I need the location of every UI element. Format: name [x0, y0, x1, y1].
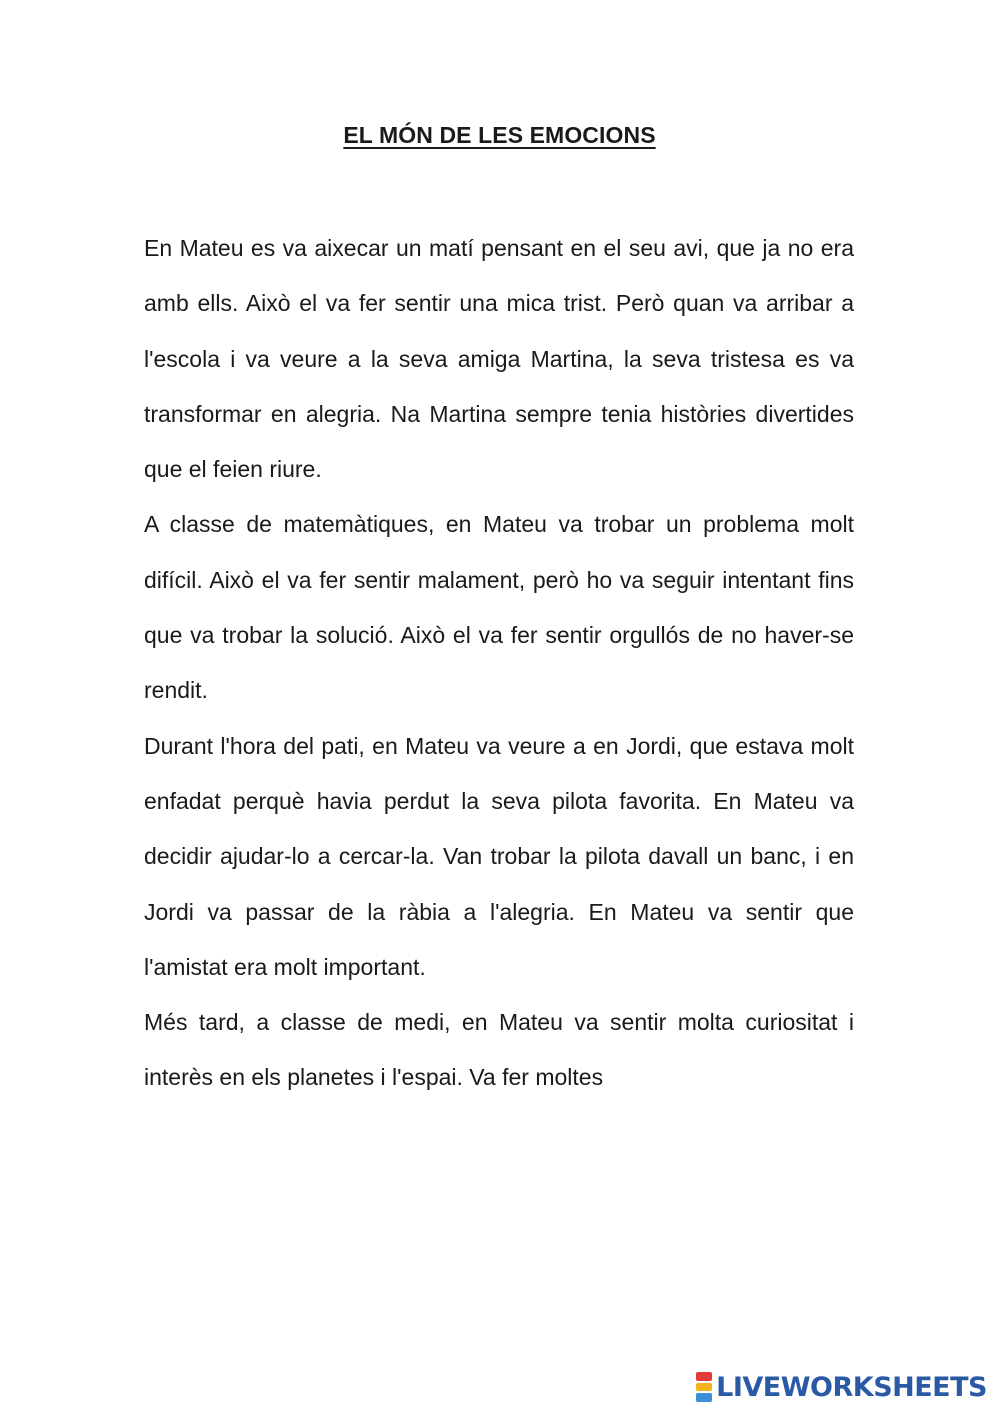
page-title: EL MÓN DE LES EMOCIONS — [343, 122, 656, 148]
liveworksheets-logo-icon — [696, 1372, 712, 1402]
brand-name: LIVEWORKSHEETS — [716, 1371, 987, 1403]
story-paragraph-1: En Mateu es va aixecar un matí pensant en el seu avi, que ja no era amb ells. Això el va fer sentir una mica trist. Però quan va arribar a l'escola i va veure a la seva amiga Martina, la seva tristesa es va transformar en alegria. Na Martina sempre tenia històries divertides que el feien riure. — [144, 235, 854, 483]
story-paragraph-2: A classe de matemàtiques, en Mateu va trobar un problema molt difícil. Això el va fer sentir malament, però ho va seguir intentant fins que va trobar la solució. Això el va fer sentir orgullós de no haver-se rendit. — [144, 511, 854, 704]
story-body — [144, 221, 854, 1106]
story-paragraph-4: Més tard, a classe de medi, en Mateu va sentir molta curiositat i interès en els planetes i l'espai. Va fer moltes — [144, 1009, 854, 1091]
story-paragraph-3: Durant l'hora del pati, en Mateu va veure a en Jordi, que estava molt enfadat perquè havia perdut la seva pilota favorita. En Mateu va decidir ajudar-lo a cercar-la. Van trobar la pilota davall un banc, i en Jordi va passar de la ràbia a l'alegria. En Mateu va sentir que l'amistat era molt important. — [144, 732, 854, 980]
liveworksheets-brand — [696, 1370, 987, 1404]
